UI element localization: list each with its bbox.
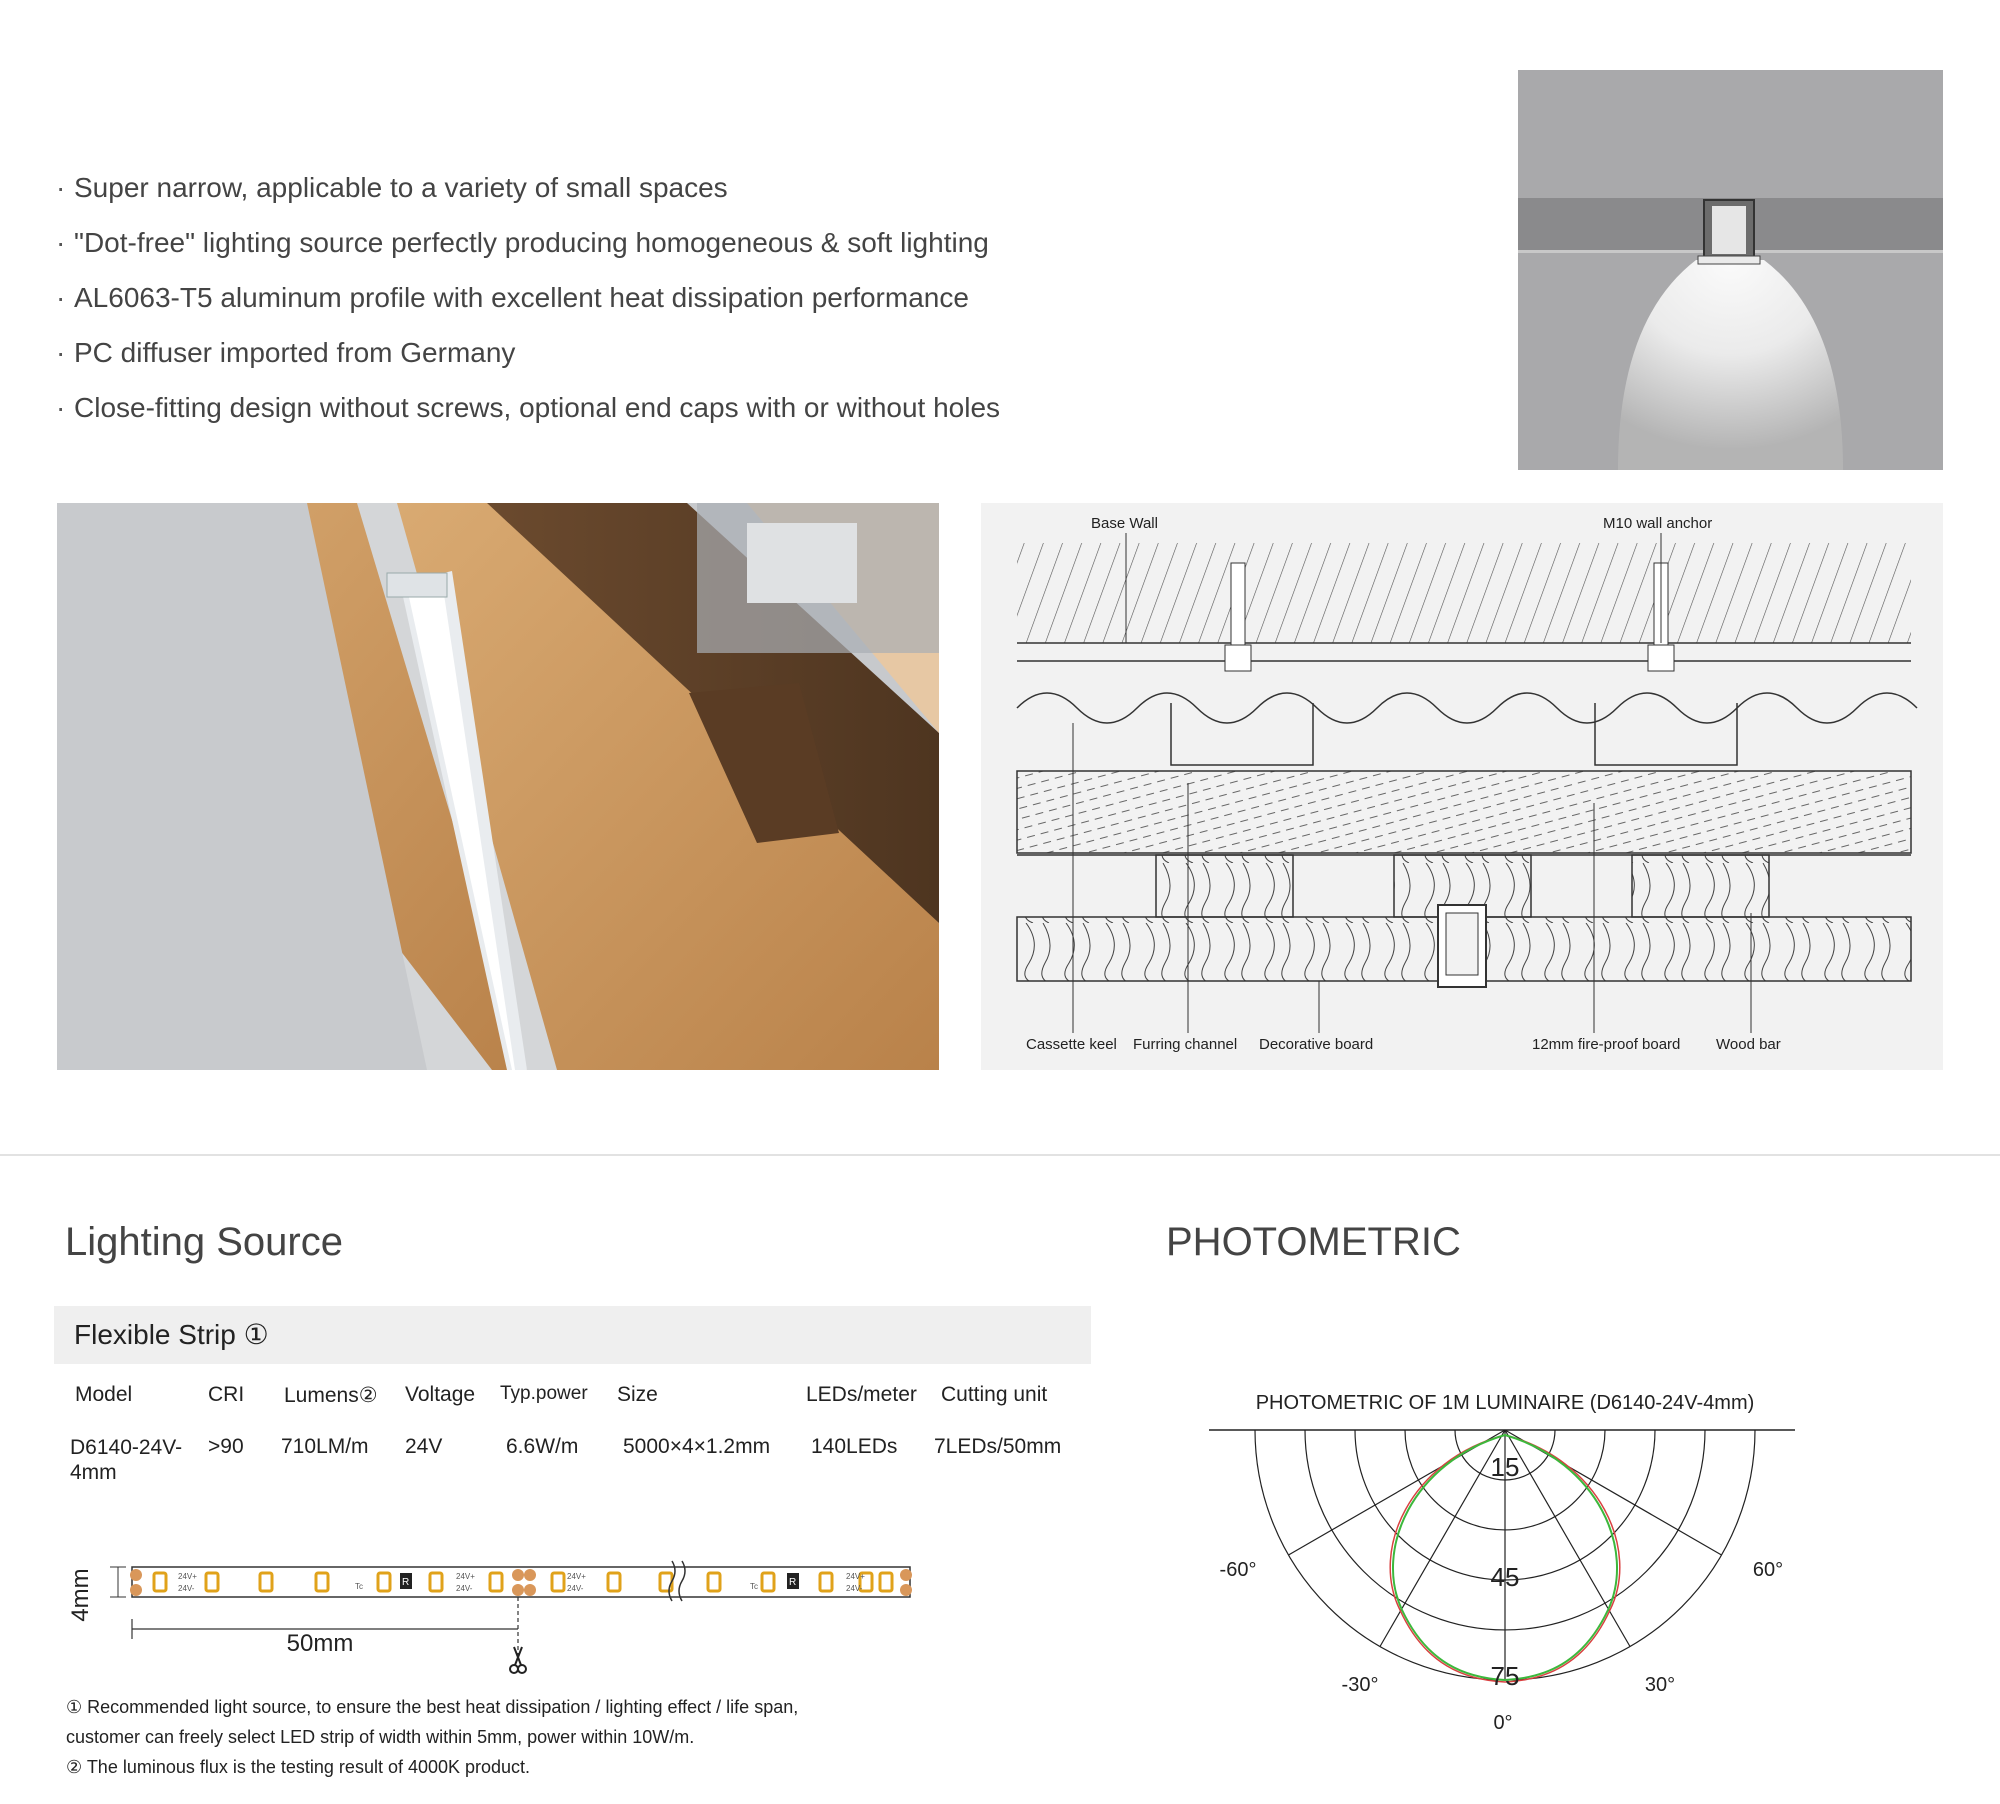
angle-label: 0° bbox=[1493, 1712, 1513, 1734]
svg-text:24V-: 24V- bbox=[567, 1584, 584, 1593]
col-cri: CRI bbox=[208, 1383, 245, 1406]
feature-item: · Super narrow, applicable to a variety of small spaces bbox=[56, 172, 728, 203]
photometric-title: PHOTOMETRIC bbox=[1166, 1220, 1461, 1264]
label-wood-bar: Wood bar bbox=[1716, 1036, 1781, 1053]
col-voltage: Voltage bbox=[405, 1383, 476, 1406]
polar-spoke bbox=[1380, 1430, 1505, 1647]
svg-text:24V+: 24V+ bbox=[456, 1572, 475, 1581]
radial-label: 75 bbox=[1490, 1661, 1520, 1691]
led-chip bbox=[660, 1573, 672, 1591]
angle-label: -30° bbox=[1341, 1674, 1379, 1696]
cell-model: D6140-24V- 4mm bbox=[70, 1436, 183, 1484]
svg-text:24V-: 24V- bbox=[178, 1584, 195, 1593]
label-fireproof-board: 12mm fire-proof board bbox=[1532, 1036, 1681, 1053]
section-divider bbox=[0, 1154, 2000, 1156]
angle-label: 60° bbox=[1752, 1559, 1784, 1581]
feature-item: · Close-fitting design without screws, optional end caps with or without holes bbox=[56, 392, 1001, 423]
led-chip bbox=[608, 1573, 620, 1591]
cut-length-label: 50mm bbox=[286, 1630, 354, 1657]
svg-text:Tc: Tc bbox=[355, 1582, 363, 1591]
radial-label: 45 bbox=[1490, 1562, 1520, 1592]
led-strip-diagram bbox=[60, 1535, 920, 1680]
led-chip bbox=[820, 1573, 832, 1591]
footnote-2: ② The luminous flux is the testing result of 4000K product. bbox=[66, 1757, 531, 1777]
cell-voltage: 24V bbox=[405, 1435, 443, 1458]
svg-text:24V-: 24V- bbox=[846, 1584, 863, 1593]
flexible-strip-header bbox=[54, 1306, 1091, 1364]
installation-diagram bbox=[981, 503, 1943, 1070]
led-chip bbox=[316, 1573, 328, 1591]
cell-power: 6.6W/m bbox=[506, 1435, 579, 1458]
led-chip bbox=[206, 1573, 218, 1591]
photometric-chart bbox=[1200, 1380, 1810, 1740]
lighting-source-title: Lighting Source bbox=[65, 1220, 343, 1264]
feature-item: · AL6063-T5 aluminum profile with excellent heat dissipation performance bbox=[56, 282, 969, 313]
label-base-wall: Base Wall bbox=[1091, 515, 1158, 532]
polar-spoke bbox=[1505, 1430, 1630, 1647]
led-chip bbox=[260, 1573, 272, 1591]
wood-install-render bbox=[57, 503, 939, 1070]
col-power: Typ.power bbox=[500, 1383, 588, 1404]
col-size: Size bbox=[617, 1383, 658, 1406]
feature-item: · "Dot-free" lighting source perfectly producing homogeneous & soft lighting bbox=[56, 227, 989, 258]
label-cassette-keel: Cassette keel bbox=[1026, 1036, 1117, 1053]
photometric-chart-title: PHOTOMETRIC OF 1M LUMINAIRE (D6140-24V-4mm) bbox=[1255, 1392, 1755, 1414]
svg-text:24V+: 24V+ bbox=[178, 1572, 197, 1581]
col-cutting: Cutting unit bbox=[941, 1383, 1048, 1406]
svg-text:R: R bbox=[789, 1577, 797, 1588]
radial-label: 15 bbox=[1490, 1452, 1520, 1482]
cell-cri: >90 bbox=[208, 1435, 244, 1458]
led-chip bbox=[880, 1573, 892, 1591]
angle-label: -60° bbox=[1219, 1559, 1257, 1581]
led-chip bbox=[430, 1573, 442, 1591]
cell-leds: 140LEDs bbox=[811, 1435, 898, 1458]
label-furring-channel: Furring channel bbox=[1133, 1036, 1238, 1053]
svg-text:24V+: 24V+ bbox=[846, 1572, 865, 1581]
led-chip bbox=[378, 1573, 390, 1591]
angle-label: 30° bbox=[1644, 1674, 1676, 1696]
feature-item: · PC diffuser imported from Germany bbox=[56, 337, 516, 368]
col-model: Model bbox=[75, 1383, 133, 1406]
col-lumens: Lumens② bbox=[284, 1384, 378, 1407]
svg-text:Tc: Tc bbox=[750, 1582, 758, 1591]
led-chip bbox=[490, 1573, 502, 1591]
svg-text:24V+: 24V+ bbox=[567, 1572, 586, 1581]
footnote-1: ① Recommended light source, to ensure the best heat dissipation / lighting effect / life span, bbox=[66, 1697, 799, 1717]
svg-text:24V-: 24V- bbox=[456, 1584, 473, 1593]
feature-list bbox=[56, 160, 1000, 435]
strip-width-label: 4mm bbox=[67, 1568, 94, 1622]
led-chip bbox=[708, 1573, 720, 1591]
flexible-strip-title: Flexible Strip ① bbox=[74, 1319, 269, 1350]
footnote-1-cont: customer can freely select LED strip of width within 5mm, power within 10W/m. bbox=[66, 1727, 695, 1747]
col-leds: LEDs/meter bbox=[806, 1383, 917, 1406]
led-chip bbox=[154, 1573, 166, 1591]
cell-cutting: 7LEDs/50mm bbox=[934, 1435, 1062, 1458]
label-decorative-board: Decorative board bbox=[1259, 1036, 1374, 1053]
ceiling-light-render bbox=[1518, 70, 1943, 470]
cell-lumens: 710LM/m bbox=[281, 1435, 369, 1458]
led-chip bbox=[552, 1573, 564, 1591]
svg-text:R: R bbox=[402, 1577, 410, 1588]
cell-size: 5000×4×1.2mm bbox=[623, 1435, 771, 1458]
led-chip bbox=[762, 1573, 774, 1591]
label-wall-anchor: M10 wall anchor bbox=[1603, 515, 1713, 532]
scissors-icon bbox=[510, 1647, 526, 1673]
